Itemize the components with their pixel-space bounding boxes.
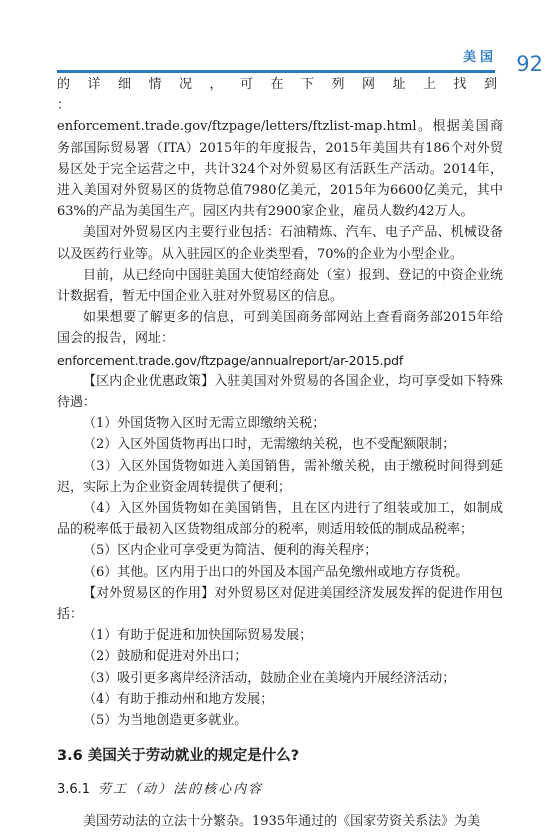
page-number: 92 [516,52,543,76]
role-item: （2）鼓励和促进对外出口； [83,649,248,665]
page-header [0,0,559,80]
benefit-item: （4）入区外国货物如在美国销售，且在区内进行了组装或加工，如制成品的税率低于最初入区货物组成部分的税率，则适用较低的制成品税率； [57,501,503,538]
paragraph-chinese-firms: 目前，从已经向中国驻美国大使馆经商处（室）报到、登记的中资企业统计数据看，暂无中国企业入驻对外贸易区的信息。 [57,267,503,305]
paragraph-labor-law: 美国劳动法的立法十分繁杂。1935年通过的《国家劳资关系法》为美 [83,814,481,830]
benefit-item: （2）入区外国货物再出口时，无需缴纳关税，也不受配额限制； [83,437,456,453]
paragraph-benefits-intro: 【区内企业优惠政策】入驻美国对外贸易的各国企业，均可享受如下特殊待遇： [57,373,503,411]
role-item: （3）吸引更多离岸经济活动，鼓励企业在美境内开展经济活动； [83,670,456,686]
role-item: （5）为当地创造更多就业。 [83,713,248,729]
subsection-title: 劳工（动）法的核心内容 [98,782,264,798]
role-item: （4）有助于推动州和地方发展； [83,691,274,707]
section-title: 3.6 美国关于劳动就业的规定是什么? [57,748,300,765]
role-item: （1）有助于促进和加快国际贸易发展； [83,628,313,644]
benefit-item: （6）其他。区内用于出口的外国及本国产品免缴州或地方存货税。 [83,564,469,580]
paragraph-ftz-stats: enforcement.trade.gov/ftzpage/letters/ftzlist-map.html。根据美国商务部国际贸易署（ITA）2015年的年度报告，2015年美国共有186个对外贸易区处于完全运营之中，共计324个对外贸易区有活跃生产活动。2014年，进入美国对外贸易区的货物总值7980亿美元，2015年为6600亿美元，其中63%的产品为美国生产。园区内共有2900家企业，雇员人数约42万人。 [57,119,503,220]
benefit-item: （5）区内企业可享受更为简洁、便利的海关程序； [83,543,378,559]
paragraph-details: 的 详 细 情 况 ， 可 在 下 列 网 址 上 找 到 ： [57,77,503,114]
subsection-number: 3.6.1 [57,782,91,798]
paragraph-more-info: 如果想要了解更多的信息，可到美国商务部网站上查看商务部2015年给国会的报告，网址： [57,310,503,347]
header-country: 美国 [462,50,497,65]
benefit-item: （1）外国货物入区时无需立即缴纳关税； [83,416,326,432]
subsection-heading [57,779,503,801]
benefit-item: （3）入区外国货物如进入美国销售，需补缴关税，由于缴税时间得到延迟，实际上为企业资金周转提供了便利； [57,458,503,495]
header-rule [57,70,495,73]
page-content [57,74,503,833]
paragraph-roles-intro: 【对外贸易区的作用】对外贸易区对促进美国经济发展发挥的促进作用包括： [57,585,503,623]
report-url: enforcement.trade.gov/ftzpage/annualreport/ar-2015.pdf [57,352,404,368]
paragraph-industries: 美国对外贸易区内主要行业包括：石油精炼、汽车、电子产品、机械设备以及医药行业等。从入驻园区的企业类型看，70%的企业为小型企业。 [57,225,503,262]
